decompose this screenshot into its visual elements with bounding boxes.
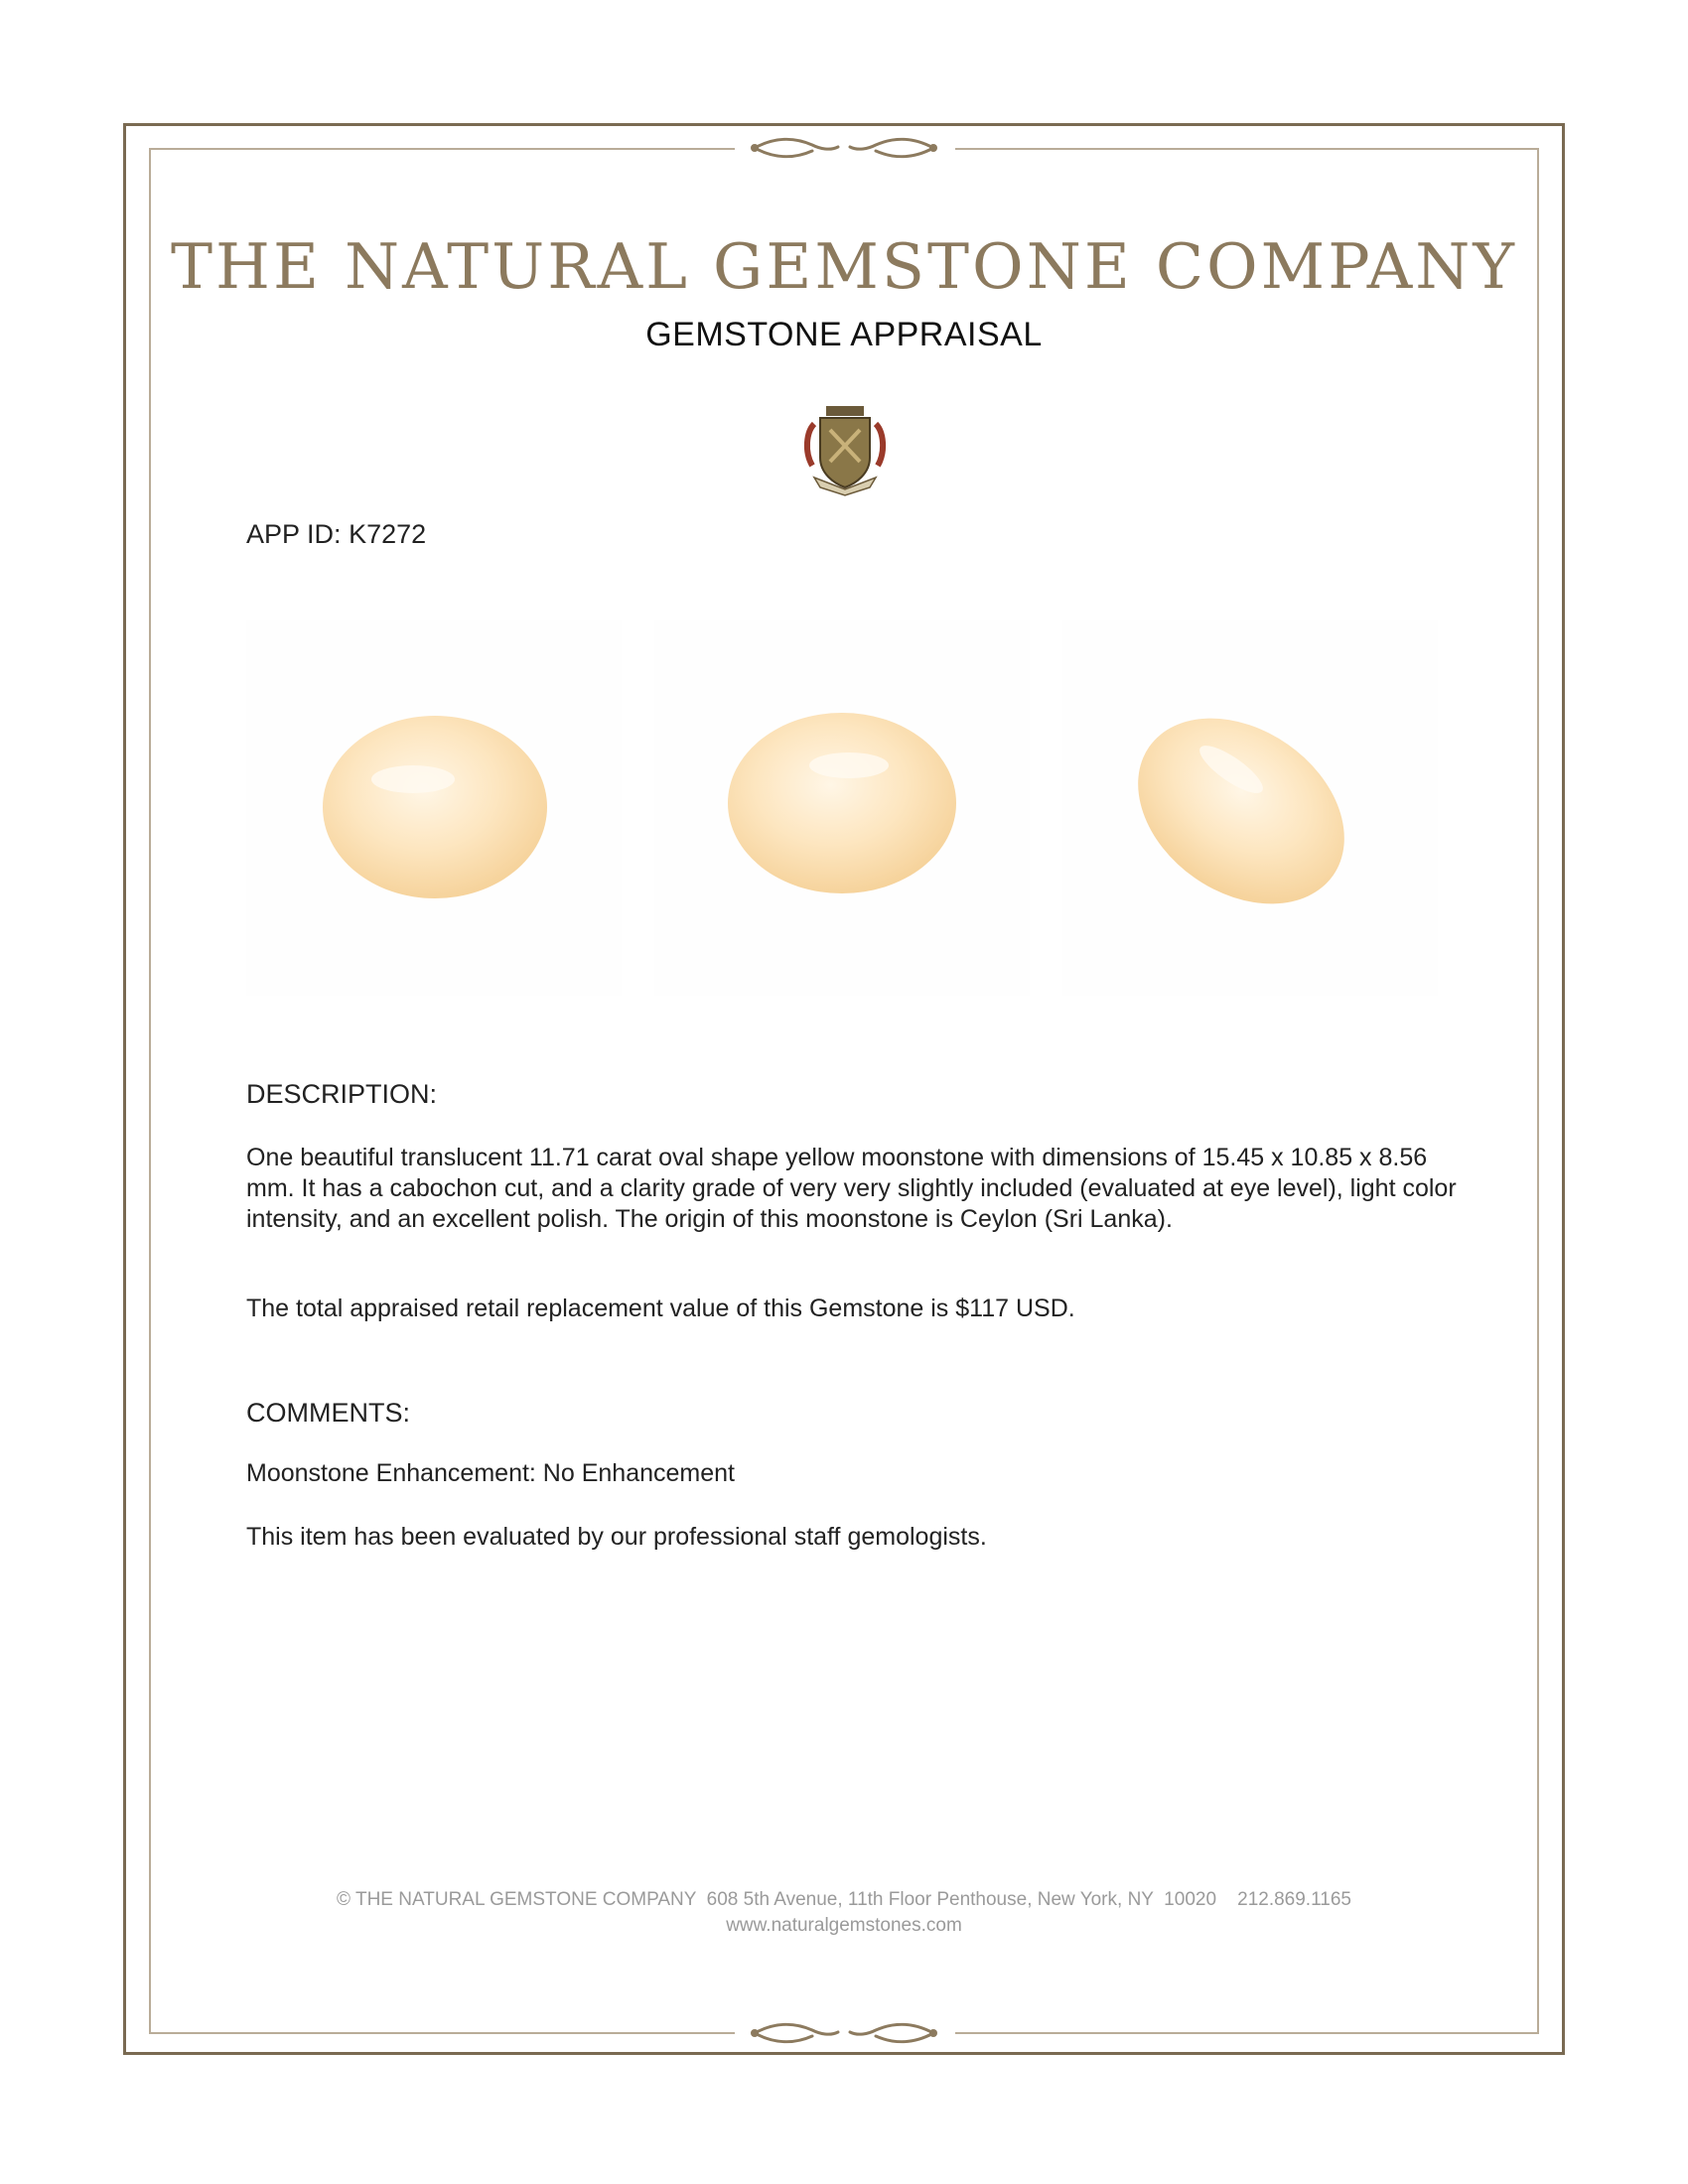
inner-border-bottom-left [149, 2032, 735, 2034]
moonstone-photo-top-view [246, 620, 622, 996]
company-title: THE NATURAL GEMSTONE COMPANY [170, 230, 1518, 303]
inner-border-top-left [149, 148, 735, 150]
inner-border-left [149, 148, 151, 2034]
inner-border-right [1537, 148, 1539, 2034]
app-id-label: APP ID: [246, 519, 342, 549]
moonstone-photo-side-view [654, 620, 1030, 996]
crest-logo-icon [800, 402, 890, 496]
description-heading: DESCRIPTION: [246, 1079, 438, 1109]
top-ornament-icon [735, 133, 953, 163]
inner-border-bottom-right [955, 2032, 1539, 2034]
gem-photos [246, 620, 1438, 998]
inner-border-top-right [955, 148, 1539, 150]
app-id-value: K7272 [349, 519, 427, 549]
document-title: GEMSTONE APPRAISAL [645, 316, 1043, 353]
moonstone-photo-angled-view [1062, 620, 1438, 996]
appraised-value: The total appraised retail replacement value of this Gemstone is $117 USD. [246, 1295, 1075, 1322]
comments-heading: COMMENTS: [246, 1398, 410, 1428]
description-body: One beautiful translucent 11.71 carat oval shape yellow moonstone with dimensions of 15.45 x 10.85 x 8.56 mm. It has a cabochon cut, and a clarity grade of very very slightly included (evaluated at eye level), light color intensity, and an excellent polish. The origin of this moonstone is Ceylon (Sri Lanka). [246, 1144, 1457, 1233]
footer-address: © THE NATURAL GEMSTONE COMPANY 608 5th Avenue, 11th Floor Penthouse, New York, NY 10020 212.869.1165 [337, 1889, 1351, 1910]
app-id [246, 519, 426, 550]
evaluation-comment: This item has been evaluated by our professional staff gemologists. [246, 1523, 987, 1551]
enhancement-comment: Moonstone Enhancement: No Enhancement [246, 1459, 735, 1487]
footer-website[interactable]: www.naturalgemstones.com [726, 1915, 962, 1936]
bottom-ornament-icon [735, 2018, 953, 2048]
